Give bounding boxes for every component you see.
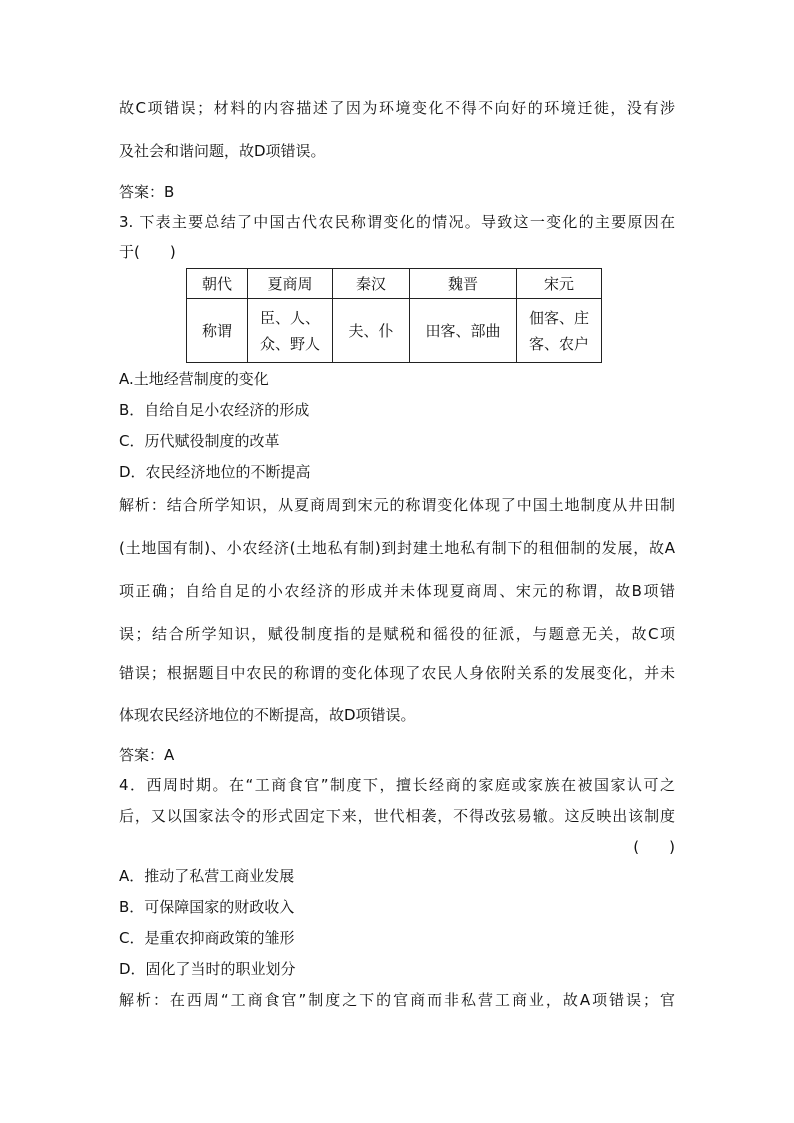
- option-d: D．农民经济地位的不断提高: [119, 463, 311, 481]
- title-table: [186, 268, 602, 363]
- table-cell: 夫、仆: [333, 299, 410, 363]
- table-cell: 秦汉: [333, 269, 410, 299]
- option-c: C．历代赋役制度的改革: [119, 432, 280, 450]
- option-d: D．固化了当时的职业划分: [119, 960, 296, 978]
- table-row: [187, 299, 602, 363]
- option-a: A．推动了私营工商业发展: [119, 867, 295, 885]
- table-row: [187, 269, 602, 299]
- table-cell: 夏商周: [248, 269, 333, 299]
- answer-line: 答案：A: [119, 746, 175, 764]
- analysis-line: (土地国有制)、小农经济(土地私有制)到封建土地私有制下的租佃制的发展，故A: [119, 539, 675, 557]
- question-4-stem: 4．西周时期。在“工商食官”制度下，擅长经商的家庭或家族在被国家认可之: [119, 776, 675, 794]
- text-line: 故C项错误；材料的内容描述了因为环境变化不得不向好的环境迁徙，没有涉: [119, 99, 675, 117]
- analysis-line: 项正确；自给自足的小农经济的形成并未体现夏商周、宋元的称谓，故B项错: [119, 582, 675, 600]
- question-4-bracket: ( ): [633, 838, 675, 856]
- table-cell: 称谓: [187, 299, 248, 363]
- question-4-stem: 后，又以国家法令的形式固定下来，世代相袭，不得改弦易辙。这反映出该制度: [119, 807, 675, 825]
- question-3-stem: 3. 下表主要总结了中国古代农民称谓变化的情况。导致这一变化的主要原因在: [119, 213, 675, 231]
- text-line: 及社会和谐问题，故D项错误。: [119, 142, 326, 160]
- option-a: A.土地经营制度的变化: [119, 370, 269, 388]
- table-cell: 魏晋: [410, 269, 517, 299]
- analysis-line: 解析：在西周“工商食官”制度之下的官商而非私营工商业，故A项错误；官: [119, 991, 675, 1009]
- answer-line: 答案：B: [119, 183, 175, 201]
- option-b: B．自给自足小农经济的形成: [119, 401, 310, 419]
- table-cell: 臣、人、众、野人: [248, 299, 333, 363]
- option-b: B．可保障国家的财政收入: [119, 898, 295, 916]
- table-cell: 田客、部曲: [410, 299, 517, 363]
- table-cell: 佃客、庄客、农户: [517, 299, 602, 363]
- table-cell: 宋元: [517, 269, 602, 299]
- analysis-line: 误；结合所学知识，赋役制度指的是赋税和徭役的征派，与题意无关，故C项: [119, 625, 675, 643]
- question-3-stem-end: 于( ): [119, 243, 176, 261]
- option-c: C．是重农抑商政策的雏形: [119, 929, 295, 947]
- analysis-line: 错误；根据题目中农民的称谓的变化体现了农民人身依附关系的发展变化，并未: [119, 664, 675, 682]
- table-cell: 朝代: [187, 269, 248, 299]
- analysis-line: 解析：结合所学知识，从夏商周到宋元的称谓变化体现了中国土地制度从井田制: [119, 496, 675, 514]
- analysis-line: 体现农民经济地位的不断提高，故D项错误。: [119, 706, 416, 724]
